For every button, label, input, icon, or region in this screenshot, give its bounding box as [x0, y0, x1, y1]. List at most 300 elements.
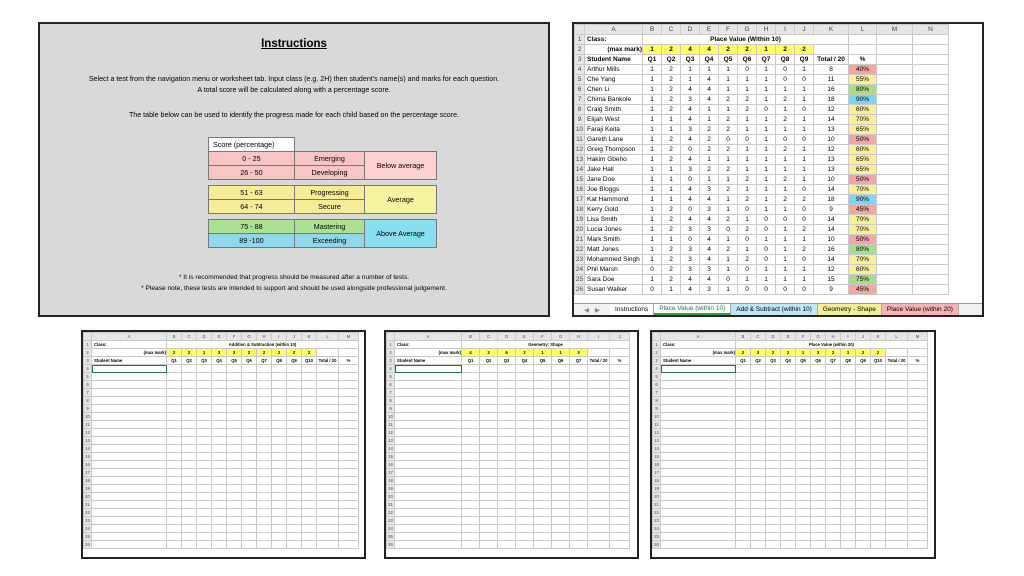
cell[interactable]: [212, 461, 227, 469]
mark-cell[interactable]: 1: [776, 155, 795, 165]
tab-instructions[interactable]: Instructions: [610, 304, 654, 315]
mark-cell[interactable]: 1: [795, 145, 814, 155]
max-mark-cell[interactable]: 4: [462, 349, 480, 357]
column-header[interactable]: A: [661, 333, 736, 341]
cell[interactable]: [796, 517, 811, 525]
cell[interactable]: [552, 437, 570, 445]
cell[interactable]: [570, 365, 588, 373]
cell[interactable]: [182, 517, 197, 525]
cell[interactable]: [610, 381, 630, 389]
max-mark-cell[interactable]: 2: [516, 349, 534, 357]
student-name-cell[interactable]: [661, 405, 736, 413]
student-name-cell[interactable]: Craig Smith: [585, 105, 643, 115]
cell[interactable]: [736, 541, 751, 549]
cell[interactable]: [856, 389, 871, 397]
mark-cell[interactable]: 1: [795, 125, 814, 135]
cell[interactable]: [886, 421, 908, 429]
total-cell[interactable]: 16: [814, 85, 849, 95]
cell[interactable]: [766, 541, 781, 549]
cell[interactable]: [826, 413, 841, 421]
mark-cell[interactable]: 1: [757, 265, 776, 275]
cell[interactable]: [167, 525, 182, 533]
cell[interactable]: [534, 493, 552, 501]
question-header[interactable]: Q5: [719, 55, 738, 65]
cell[interactable]: [480, 485, 498, 493]
cell[interactable]: [498, 461, 516, 469]
mark-cell[interactable]: 1: [757, 155, 776, 165]
cell[interactable]: [287, 517, 302, 525]
cell[interactable]: [302, 453, 317, 461]
cell[interactable]: [913, 55, 949, 65]
cell[interactable]: [227, 469, 242, 477]
question-header[interactable]: Q5: [227, 357, 242, 365]
cell[interactable]: [736, 413, 751, 421]
mark-cell[interactable]: 0: [776, 215, 795, 225]
cell[interactable]: [317, 453, 339, 461]
cell[interactable]: [272, 413, 287, 421]
mark-cell[interactable]: 0: [795, 255, 814, 265]
question-header[interactable]: Q9: [856, 357, 871, 365]
cell[interactable]: [212, 501, 227, 509]
cell[interactable]: [781, 501, 796, 509]
mark-cell[interactable]: 1: [643, 125, 662, 135]
cell[interactable]: [317, 493, 339, 501]
cell[interactable]: [227, 381, 242, 389]
cell[interactable]: [826, 437, 841, 445]
cell[interactable]: [516, 477, 534, 485]
cell[interactable]: [781, 493, 796, 501]
cell[interactable]: [480, 493, 498, 501]
student-name-cell[interactable]: [395, 469, 462, 477]
cell[interactable]: [227, 525, 242, 533]
cell[interactable]: [751, 405, 766, 413]
cell[interactable]: [516, 469, 534, 477]
cell[interactable]: [796, 445, 811, 453]
student-name-cell[interactable]: [661, 437, 736, 445]
cell[interactable]: [212, 509, 227, 517]
cell[interactable]: [766, 517, 781, 525]
column-header[interactable]: E: [516, 333, 534, 341]
mark-cell[interactable]: 2: [738, 175, 757, 185]
cell[interactable]: [826, 397, 841, 405]
cell[interactable]: [908, 525, 928, 533]
cell[interactable]: [552, 365, 570, 373]
cell[interactable]: [197, 453, 212, 461]
column-header[interactable]: B: [167, 333, 182, 341]
cell[interactable]: [167, 485, 182, 493]
cell[interactable]: [534, 445, 552, 453]
cell[interactable]: [272, 501, 287, 509]
cell[interactable]: [736, 525, 751, 533]
question-header[interactable]: Q8: [272, 357, 287, 365]
cell[interactable]: [242, 485, 257, 493]
cell[interactable]: [570, 541, 588, 549]
mark-cell[interactable]: 1: [757, 135, 776, 145]
mark-cell[interactable]: 1: [719, 265, 738, 275]
cell[interactable]: [877, 275, 913, 285]
mark-cell[interactable]: 2: [776, 95, 795, 105]
mark-cell[interactable]: 0: [757, 255, 776, 265]
cell[interactable]: [516, 413, 534, 421]
mark-cell[interactable]: 1: [643, 135, 662, 145]
cell[interactable]: [751, 365, 766, 373]
student-name-cell[interactable]: [661, 469, 736, 477]
cell[interactable]: [856, 429, 871, 437]
percent-cell[interactable]: 60%: [849, 265, 877, 275]
cell[interactable]: [302, 461, 317, 469]
cell[interactable]: [197, 437, 212, 445]
mark-cell[interactable]: 2: [662, 85, 681, 95]
cell[interactable]: [227, 533, 242, 541]
mark-cell[interactable]: 1: [662, 115, 681, 125]
cell[interactable]: [811, 533, 826, 541]
cell[interactable]: [302, 389, 317, 397]
student-name-cell[interactable]: Kerry Gold: [585, 205, 643, 215]
cell[interactable]: [796, 469, 811, 477]
cell[interactable]: [227, 517, 242, 525]
cell[interactable]: [227, 453, 242, 461]
mark-cell[interactable]: 3: [681, 125, 700, 135]
cell[interactable]: [877, 235, 913, 245]
cell[interactable]: [242, 437, 257, 445]
cell[interactable]: [242, 509, 257, 517]
mark-cell[interactable]: 1: [719, 255, 738, 265]
mark-cell[interactable]: 1: [719, 85, 738, 95]
student-name-cell[interactable]: Faraji Keita: [585, 125, 643, 135]
cell[interactable]: [462, 461, 480, 469]
cell[interactable]: [871, 365, 886, 373]
student-name-cell[interactable]: [395, 413, 462, 421]
cell[interactable]: [913, 165, 949, 175]
mark-cell[interactable]: 1: [719, 155, 738, 165]
mark-cell[interactable]: 2: [776, 195, 795, 205]
max-mark-cell[interactable]: 1: [534, 349, 552, 357]
student-name-cell[interactable]: Hakim Gbeho: [585, 155, 643, 165]
cell[interactable]: [257, 437, 272, 445]
mark-cell[interactable]: 2: [795, 245, 814, 255]
max-mark-cell[interactable]: 6: [498, 349, 516, 357]
mark-cell[interactable]: 0: [719, 275, 738, 285]
cell[interactable]: [462, 397, 480, 405]
cell[interactable]: [588, 413, 610, 421]
student-name-cell[interactable]: [395, 533, 462, 541]
cell[interactable]: [781, 365, 796, 373]
cell[interactable]: [287, 365, 302, 373]
mark-cell[interactable]: 4: [681, 285, 700, 295]
tab-scroll-arrows[interactable]: [574, 304, 610, 315]
cell[interactable]: [841, 381, 856, 389]
cell[interactable]: [552, 381, 570, 389]
cell[interactable]: [272, 461, 287, 469]
cell[interactable]: [877, 135, 913, 145]
column-header[interactable]: E: [700, 25, 719, 35]
cell[interactable]: [257, 533, 272, 541]
cell[interactable]: [811, 493, 826, 501]
student-name-cell[interactable]: [661, 477, 736, 485]
cell[interactable]: [908, 461, 928, 469]
student-name-cell[interactable]: [661, 493, 736, 501]
mark-cell[interactable]: 4: [700, 215, 719, 225]
cell[interactable]: [287, 437, 302, 445]
mark-cell[interactable]: 1: [795, 65, 814, 75]
cell[interactable]: [242, 365, 257, 373]
cell[interactable]: [908, 429, 928, 437]
mark-cell[interactable]: 1: [757, 65, 776, 75]
question-header[interactable]: Q9: [795, 55, 814, 65]
cell[interactable]: [856, 501, 871, 509]
mark-cell[interactable]: 1: [700, 65, 719, 75]
cell[interactable]: [871, 469, 886, 477]
column-header[interactable]: K: [302, 333, 317, 341]
cell[interactable]: [480, 517, 498, 525]
cell[interactable]: [462, 541, 480, 549]
total-cell[interactable]: 10: [814, 135, 849, 145]
cell[interactable]: [610, 365, 630, 373]
cell[interactable]: [257, 461, 272, 469]
student-name-cell[interactable]: [92, 429, 167, 437]
student-name-cell[interactable]: [92, 533, 167, 541]
mark-cell[interactable]: 1: [795, 235, 814, 245]
student-name-cell[interactable]: [395, 541, 462, 549]
column-header[interactable]: C: [751, 333, 766, 341]
student-name-cell[interactable]: [395, 501, 462, 509]
cell[interactable]: [197, 461, 212, 469]
mark-cell[interactable]: 2: [662, 155, 681, 165]
cell[interactable]: [257, 445, 272, 453]
cell[interactable]: [167, 373, 182, 381]
cell[interactable]: [841, 525, 856, 533]
student-name-cell[interactable]: [661, 365, 736, 373]
cell[interactable]: [462, 389, 480, 397]
cell[interactable]: [552, 389, 570, 397]
cell[interactable]: [781, 397, 796, 405]
mark-cell[interactable]: 2: [776, 115, 795, 125]
percent-cell[interactable]: 70%: [849, 185, 877, 195]
cell[interactable]: [877, 205, 913, 215]
cell[interactable]: [588, 349, 610, 357]
max-mark-label[interactable]: (max mark): [661, 349, 736, 357]
cell[interactable]: [877, 85, 913, 95]
cell[interactable]: [781, 453, 796, 461]
cell[interactable]: [227, 429, 242, 437]
cell[interactable]: [736, 509, 751, 517]
cell[interactable]: [877, 105, 913, 115]
cell[interactable]: [766, 405, 781, 413]
max-mark-cell[interactable]: 2: [227, 349, 242, 357]
question-header[interactable]: Q10: [302, 357, 317, 365]
cell[interactable]: [886, 477, 908, 485]
cell[interactable]: [811, 365, 826, 373]
cell[interactable]: [796, 413, 811, 421]
cell[interactable]: [751, 461, 766, 469]
mark-cell[interactable]: 1: [719, 65, 738, 75]
cell[interactable]: [516, 373, 534, 381]
cell[interactable]: [339, 541, 359, 549]
percent-cell[interactable]: 65%: [849, 155, 877, 165]
cell[interactable]: [871, 517, 886, 525]
cell[interactable]: [570, 469, 588, 477]
cell[interactable]: [302, 445, 317, 453]
cell[interactable]: [498, 533, 516, 541]
cell[interactable]: [212, 453, 227, 461]
mark-cell[interactable]: 1: [738, 185, 757, 195]
column-header[interactable]: L: [317, 333, 339, 341]
sheet-grid[interactable]: [83, 332, 359, 549]
cell[interactable]: [913, 205, 949, 215]
cell[interactable]: [182, 525, 197, 533]
cell[interactable]: [811, 525, 826, 533]
cell[interactable]: [480, 373, 498, 381]
max-mark-cell[interactable]: 2: [826, 349, 841, 357]
cell[interactable]: [167, 421, 182, 429]
mark-cell[interactable]: 1: [662, 185, 681, 195]
cell[interactable]: [212, 381, 227, 389]
student-name-cell[interactable]: [92, 413, 167, 421]
cell[interactable]: [272, 389, 287, 397]
column-header[interactable]: J: [795, 25, 814, 35]
mark-cell[interactable]: 1: [662, 285, 681, 295]
cell[interactable]: [257, 493, 272, 501]
cell[interactable]: [182, 485, 197, 493]
cell[interactable]: [871, 413, 886, 421]
cell[interactable]: [498, 397, 516, 405]
cell[interactable]: [841, 501, 856, 509]
max-mark-cell[interactable]: 2: [736, 349, 751, 357]
cell[interactable]: [796, 509, 811, 517]
cell[interactable]: [877, 245, 913, 255]
cell[interactable]: [811, 445, 826, 453]
cell[interactable]: [287, 469, 302, 477]
student-name-cell[interactable]: [395, 397, 462, 405]
max-mark-cell[interactable]: 2: [738, 45, 757, 55]
cell[interactable]: [516, 437, 534, 445]
cell[interactable]: [913, 105, 949, 115]
cell[interactable]: [877, 215, 913, 225]
cell[interactable]: [908, 533, 928, 541]
cell[interactable]: [913, 135, 949, 145]
cell[interactable]: [272, 437, 287, 445]
max-mark-label[interactable]: (max mark): [92, 349, 167, 357]
cell[interactable]: [516, 533, 534, 541]
student-name-cell[interactable]: [92, 525, 167, 533]
column-header[interactable]: F: [534, 333, 552, 341]
cell[interactable]: [534, 533, 552, 541]
mark-cell[interactable]: 4: [700, 245, 719, 255]
cell[interactable]: [913, 115, 949, 125]
cell[interactable]: [287, 413, 302, 421]
max-mark-cell[interactable]: 3: [212, 349, 227, 357]
cell[interactable]: [610, 461, 630, 469]
cell[interactable]: [227, 509, 242, 517]
cell[interactable]: [841, 509, 856, 517]
cell[interactable]: [167, 389, 182, 397]
cell[interactable]: [610, 525, 630, 533]
cell[interactable]: [826, 533, 841, 541]
total-header[interactable]: Total / 20: [886, 357, 908, 365]
cell[interactable]: [849, 35, 877, 45]
cell[interactable]: [182, 493, 197, 501]
cell[interactable]: [781, 373, 796, 381]
student-name-header[interactable]: Student Name: [661, 357, 736, 365]
cell[interactable]: [886, 397, 908, 405]
cell[interactable]: [516, 461, 534, 469]
cell[interactable]: [736, 421, 751, 429]
cell[interactable]: [287, 405, 302, 413]
mark-cell[interactable]: 2: [662, 75, 681, 85]
cell[interactable]: [570, 477, 588, 485]
cell[interactable]: [796, 493, 811, 501]
mark-cell[interactable]: 0: [757, 245, 776, 255]
cell[interactable]: [841, 429, 856, 437]
cell[interactable]: [242, 469, 257, 477]
cell[interactable]: [462, 429, 480, 437]
cell[interactable]: [796, 541, 811, 549]
cell[interactable]: [302, 429, 317, 437]
cell[interactable]: [197, 365, 212, 373]
cell[interactable]: [167, 365, 182, 373]
column-header[interactable]: K: [871, 333, 886, 341]
cell[interactable]: [796, 429, 811, 437]
tab-place-value-10[interactable]: Place Value (within 10): [654, 304, 731, 315]
question-header[interactable]: Q5: [796, 357, 811, 365]
cell[interactable]: [257, 421, 272, 429]
cell[interactable]: [871, 493, 886, 501]
mark-cell[interactable]: 2: [795, 195, 814, 205]
cell[interactable]: [339, 365, 359, 373]
cell[interactable]: [908, 349, 928, 357]
cell[interactable]: [462, 509, 480, 517]
cell[interactable]: [182, 453, 197, 461]
cell[interactable]: [317, 501, 339, 509]
mark-cell[interactable]: 1: [643, 185, 662, 195]
cell[interactable]: [257, 525, 272, 533]
student-name-cell[interactable]: [92, 517, 167, 525]
student-name-cell[interactable]: Matt Jones: [585, 245, 643, 255]
cell[interactable]: [736, 485, 751, 493]
cell[interactable]: [781, 413, 796, 421]
student-name-cell[interactable]: [92, 485, 167, 493]
mark-cell[interactable]: 2: [662, 145, 681, 155]
cell[interactable]: [736, 389, 751, 397]
cell[interactable]: [908, 365, 928, 373]
cell[interactable]: [287, 421, 302, 429]
column-header[interactable]: H: [570, 333, 588, 341]
percent-cell[interactable]: 65%: [849, 125, 877, 135]
mark-cell[interactable]: 0: [757, 285, 776, 295]
question-header[interactable]: Q4: [700, 55, 719, 65]
cell[interactable]: [781, 469, 796, 477]
cell[interactable]: [227, 389, 242, 397]
cell[interactable]: [480, 469, 498, 477]
student-name-cell[interactable]: [661, 429, 736, 437]
cell[interactable]: [302, 437, 317, 445]
cell[interactable]: [766, 533, 781, 541]
cell[interactable]: [212, 421, 227, 429]
student-name-cell[interactable]: Che Yang: [585, 75, 643, 85]
cell[interactable]: [272, 517, 287, 525]
question-header[interactable]: Q1: [462, 357, 480, 365]
mark-cell[interactable]: 2: [700, 165, 719, 175]
cell[interactable]: [242, 373, 257, 381]
cell[interactable]: [871, 389, 886, 397]
total-header[interactable]: Total / 20: [814, 55, 849, 65]
cell[interactable]: [811, 405, 826, 413]
mark-cell[interactable]: 1: [757, 85, 776, 95]
cell[interactable]: [302, 469, 317, 477]
mark-cell[interactable]: 1: [757, 275, 776, 285]
cell[interactable]: [736, 517, 751, 525]
cell[interactable]: [886, 541, 908, 549]
